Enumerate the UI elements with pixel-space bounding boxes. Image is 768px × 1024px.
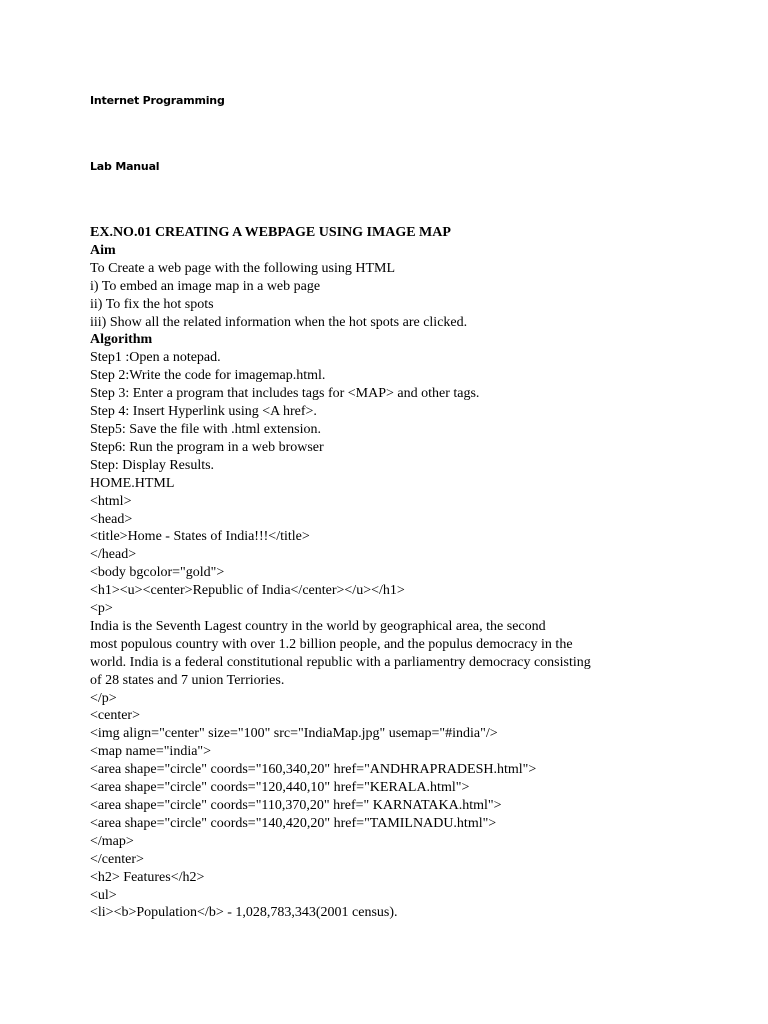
aim-line: ii) To fix the hot spots [90, 296, 214, 312]
aim-line: i) To embed an image map in a web page [90, 278, 321, 294]
code-line: <area shape="circle" coords="110,370,20" href=" KARNATAKA.html"> [90, 798, 502, 813]
code-line: HOME.HTML [90, 475, 175, 491]
document-body [90, 224, 730, 922]
code-line: <area shape="circle" coords="160,340,20" href="ANDHRAPRADESH.html"> [90, 762, 537, 778]
code-line: </p> [90, 690, 117, 706]
code-line: most populous country with over 1.2 billion people, and the populus democracy in the [90, 636, 573, 652]
code-line: world. India is a federal constitutional republic with a parliamentry democracy consisting [90, 654, 591, 670]
code-line: </center> [90, 851, 144, 867]
manual-title: Lab Manual [90, 160, 160, 173]
algorithm-step: Step5: Save the file with .html extension. [90, 421, 321, 437]
code-line: <html> [90, 493, 132, 509]
code-line: <img align="center" size="100" src="IndiaMap.jpg" usemap="#india"/> [90, 726, 498, 742]
aim-line: To Create a web page with the following using HTML [90, 260, 396, 276]
algorithm-step: Step 4: Insert Hyperlink using <A href>. [90, 404, 317, 420]
exercise-title: EX.NO.01 CREATING A WEBPAGE USING IMAGE MAP [90, 225, 451, 240]
course-title: Internet Programming [90, 94, 225, 107]
algorithm-step: Step 2:Write the code for imagemap.html. [90, 368, 326, 384]
algorithm-step: Step1 :Open a notepad. [90, 350, 221, 366]
code-line: <ul> [90, 887, 117, 903]
code-line: <body bgcolor="gold"> [90, 565, 225, 581]
aim-heading: Aim [90, 242, 116, 258]
code-line: </head> [90, 547, 137, 563]
aim-line: iii) Show all the related information when the hot spots are clicked. [90, 314, 468, 330]
code-line: of 28 states and 7 union Terriories. [90, 672, 285, 688]
code-line: <area shape="circle" coords="140,420,20" href="TAMILNADU.html"> [90, 815, 497, 831]
code-line: <map name="india"> [90, 744, 212, 760]
code-line: <h2> Features</h2> [90, 869, 205, 885]
code-line: <li><b>Population</b> - 1,028,783,343(2001 census). [90, 905, 398, 921]
algorithm-heading: Algorithm [90, 332, 153, 348]
algorithm-step: Step6: Run the program in a web browser [90, 439, 324, 455]
code-line: <area shape="circle" coords="120,440,10" href="KERALA.html"> [90, 780, 470, 796]
algorithm-step: Step 3: Enter a program that includes tags for <MAP> and other tags. [90, 386, 480, 402]
algorithm-step: Step: Display Results. [90, 457, 215, 473]
code-line: <head> [90, 511, 133, 527]
code-line: <center> [90, 708, 140, 724]
code-line: <p> [90, 601, 113, 617]
code-line: <h1><u><center>Republic of India</center></u></h1> [90, 583, 405, 599]
code-line: </map> [90, 833, 134, 849]
code-line: <title>Home - States of India!!!</title> [90, 529, 310, 545]
code-line: India is the Seventh Lagest country in the world by geographical area, the second [90, 618, 546, 634]
